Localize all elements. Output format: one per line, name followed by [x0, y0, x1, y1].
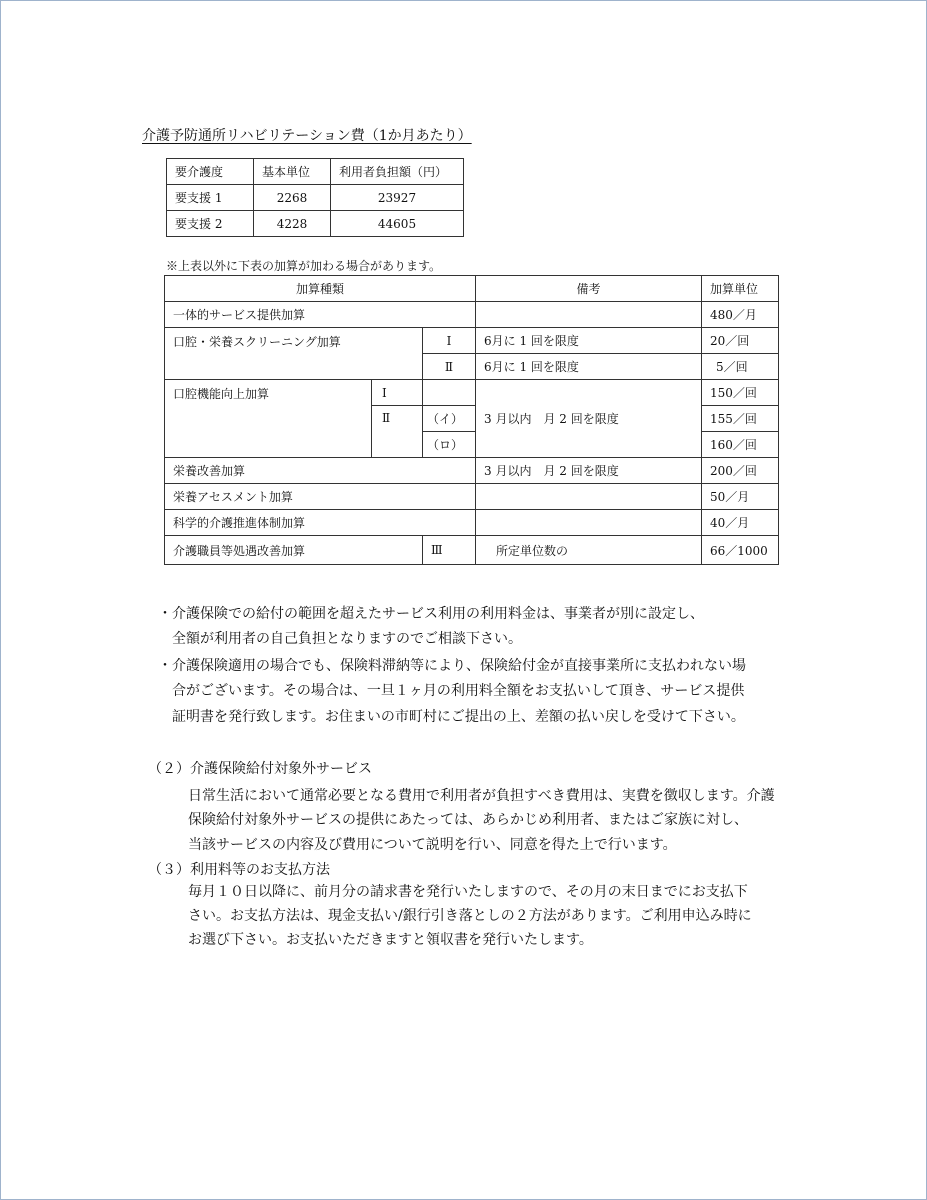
table-row — [165, 380, 779, 406]
addon-level: Ⅱ — [372, 406, 423, 458]
table-row — [165, 302, 779, 328]
page-title: 介護予防通所リハビリテーション費（1か月あたり） — [142, 128, 472, 144]
table-row — [165, 510, 779, 536]
table-row — [165, 484, 779, 510]
addon-remark — [476, 510, 702, 536]
addon-unit: 150／回 — [702, 380, 779, 406]
addon-unit: 50／月 — [702, 484, 779, 510]
paragraph-line: 保険給付対象外サービスの提供にあたっては、あらかじめ利用者、またはご家族に対し、 — [188, 812, 748, 828]
paragraph-line: 日常生活において通常必要となる費用で利用者が負担すべき費用は、実費を徴収します。介護 — [188, 788, 775, 804]
addon-name: 栄養改善加算 — [165, 458, 476, 484]
addon-remark: 3 月以内 月 2 回を限度 — [476, 380, 702, 458]
paragraph-line: 毎月１０日以降に、前月分の請求書を発行いたしますので、その月の末日までにお支払下 — [188, 884, 748, 900]
addon-level: Ⅰ — [372, 380, 423, 406]
addon-level: Ⅰ — [423, 328, 476, 354]
addon-level: Ⅱ — [423, 354, 476, 380]
table-cell: 2268 — [254, 185, 331, 211]
addon-unit: 160／回 — [702, 432, 779, 458]
bullet-line: ・介護保険での給付の範囲を超えたサービス利用の利用料金は、事業者が別に設定し、 — [158, 606, 704, 622]
table-note: ※上表以外に下表の加算が加わる場合があります。 — [166, 259, 442, 273]
addon-name: 科学的介護推進体制加算 — [165, 510, 476, 536]
table-row — [167, 185, 464, 211]
addon-sublevel: （ロ） — [423, 432, 476, 458]
table-cell: 4228 — [254, 211, 331, 237]
table-cell: 44605 — [331, 211, 464, 237]
paragraph-line: さい。お支払方法は、現金支払い/銀行引き落としの２方法があります。ご利用申込み時に — [188, 908, 752, 924]
addon-name: 介護職員等処遇改善加算 — [165, 536, 423, 565]
header-cell: 加算種類 — [165, 276, 476, 302]
table-cell: 要支援 2 — [167, 211, 254, 237]
addon-unit: 5／回 — [702, 354, 779, 380]
basic-fee-table — [166, 158, 464, 237]
header-cell: 加算単位 — [702, 276, 779, 302]
table-cell — [423, 380, 476, 406]
bullet-line: 合がございます。その場合は、一旦１ヶ月の利用料全額をお支払いして頂き、サービス提供 — [172, 683, 745, 699]
header-cell: 備考 — [476, 276, 702, 302]
addon-table — [164, 275, 779, 565]
table-row — [165, 276, 779, 302]
table-row — [165, 458, 779, 484]
addon-remark: 6月に 1 回を限度 — [476, 328, 702, 354]
section-heading: （３）利用料等のお支払方法 — [148, 862, 330, 878]
section-heading: （２）介護保険給付対象外サービス — [148, 761, 372, 777]
addon-sublevel: （イ） — [423, 406, 476, 432]
addon-name: 口腔・栄養スクリーニング加算 — [165, 328, 423, 380]
addon-name: 口腔機能向上加算 — [165, 380, 372, 458]
bullet-line: 全額が利用者の自己負担となりますのでご相談下さい。 — [172, 631, 522, 647]
addon-name: 一体的サービス提供加算 — [165, 302, 476, 328]
addon-remark: 3 月以内 月 2 回を限度 — [476, 458, 702, 484]
bullet-line: ・介護保険適用の場合でも、保険料滞納等により、保険給付金が直接事業所に支払われない場 — [158, 658, 746, 674]
addon-unit: 155／回 — [702, 406, 779, 432]
paragraph-line: お選び下さい。お支払いただきますと領収書を発行いたします。 — [188, 932, 593, 948]
bullet-line: 証明書を発行致します。お住まいの市町村にご提出の上、差額の払い戻しを受けて下さい。 — [172, 709, 745, 725]
paragraph-line: 当該サービスの内容及び費用について説明を行い、同意を得た上で行います。 — [188, 837, 677, 853]
table-row — [167, 211, 464, 237]
table-row — [165, 536, 779, 565]
addon-unit: 40／月 — [702, 510, 779, 536]
table-cell: 要支援 1 — [167, 185, 254, 211]
addon-unit: 66／1000 — [702, 536, 779, 565]
addon-remark: 6月に 1 回を限度 — [476, 354, 702, 380]
header-cell: 基本単位 — [254, 159, 331, 185]
table-cell: 23927 — [331, 185, 464, 211]
header-cell: 要介護度 — [167, 159, 254, 185]
header-cell: 利用者負担額（円） — [331, 159, 464, 185]
addon-remark: 所定単位数の — [476, 536, 702, 565]
addon-unit: 20／回 — [702, 328, 779, 354]
addon-unit: 200／回 — [702, 458, 779, 484]
addon-name: 栄養アセスメント加算 — [165, 484, 476, 510]
addon-remark — [476, 484, 702, 510]
addon-level: Ⅲ — [423, 536, 476, 565]
addon-remark — [476, 302, 702, 328]
table-row — [165, 328, 779, 354]
table-row — [167, 159, 464, 185]
addon-unit: 480／月 — [702, 302, 779, 328]
